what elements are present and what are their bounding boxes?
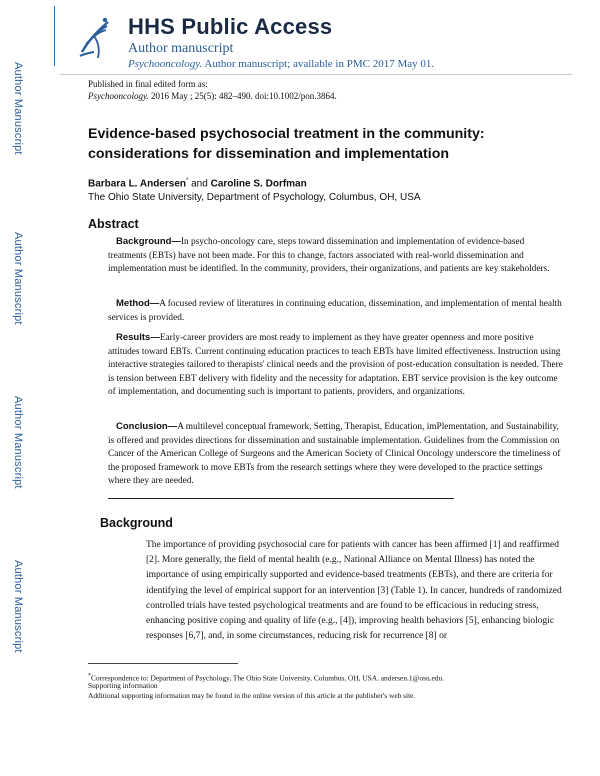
supporting-info-text: Additional supporting information may be found in the online version of this article at the publisher's web site. <box>88 691 416 700</box>
availability-line <box>128 58 434 70</box>
footnote-mark: * <box>88 673 91 679</box>
availability-text: Author manuscript; available in PMC 2017 May 01. <box>202 58 435 70</box>
background-heading: Background <box>100 516 173 530</box>
citation-details: 2016 May ; 25(5): 482–490. doi:10.1002/pon.3864. <box>148 91 337 101</box>
side-label-author-manuscript: Author Manuscript <box>12 232 24 325</box>
published-label: Published in final edited form as: <box>88 79 208 89</box>
hhs-public-access-title: HHS Public Access <box>128 14 333 39</box>
side-label-author-manuscript: Author Manuscript <box>12 560 24 653</box>
abstract-end-rule <box>108 498 454 499</box>
header-rule <box>60 74 572 75</box>
header-divider-line <box>54 6 55 66</box>
side-label-author-manuscript: Author Manuscript <box>12 396 24 489</box>
abstract-background <box>108 235 564 277</box>
abstract-heading: Abstract <box>88 217 139 231</box>
author-name: Barbara L. Andersen <box>88 178 186 190</box>
abstract-lead-conclusion: Conclusion— <box>116 421 178 432</box>
author-list <box>88 178 307 189</box>
side-strip <box>0 0 52 776</box>
citation-journal: Psychooncology. <box>88 91 149 101</box>
side-label-author-manuscript: Author Manuscript <box>12 62 24 155</box>
background-paragraph: The importance of providing psychosocial care for patients with cancer has been affirmed [1] and reaffirmed [2]. More generally, the field of mental health (e.g., National Alliance on Mental Illness) has noted the importance of using empirically supported and evidence-based treatments (EBTs), and there are criteria for identifying the level of empirical support for an intervention [3] (Table 1). In cancer, hundreds of randomized controlled trials have tested psychological treatments and are found to be efficacious in reducing stress, enhancing positive coping and quality of life (e.g., [4]), improving health behaviors [5], enhancing biologic responses [6,7], and, in some circumstances, reducing risk for recurrence [8] or <box>146 540 562 642</box>
abstract-method-text: A focused review of literatures in continuing education, dissemination, and implementation of mental health services is provided. <box>108 299 562 323</box>
abstract-lead-background: Background— <box>116 236 181 247</box>
abstract-method <box>108 297 564 325</box>
correspondence-mark: * <box>186 178 189 184</box>
affiliation: The Ohio State University, Department of Psychology, Columbus, OH, USA <box>88 192 421 203</box>
abstract-results-text: Early-career providers are most ready to implement as they have greater openness and more positive attitudes toward EBTs. Current continuing education practices to teach EBTs have limited effectiveness. Instruction using interactive strategies tailored to therapists' clinical needs and the provision of post-education consultation is needed. There is tension between EBT delivery with fidelity and the necessity for adaptation. EBT service provision is the key outcome of implementation, and documenting such is important to patients, providers, and organizations. <box>108 333 563 398</box>
article-title: Evidence-based psychosocial treatment in the community: considerations for dissemination and implementation <box>88 126 485 162</box>
abstract-lead-method: Method— <box>116 298 160 309</box>
journal-name: Psychooncology. <box>128 58 203 70</box>
correspondence-text: Correspondence to: Department of Psychology, The Ohio State University, Columbus, OH, USA. andersen.1@osu.edu. <box>91 673 445 683</box>
abstract-conclusion-text: A multilevel conceptual framework, Setting, Therapist, Education, imPlementation, and Sustainability, is offered and provides directions for dissemination and sustainable implementation. Guidelines from the Commission on Cancer of the American College of Surgeons and the American Society of Clinical Oncology underscore the timeliness of the proposed framework to move EBTs from the research settings where they were developed to the practice settings where they are needed. <box>108 422 561 487</box>
abstract-results <box>108 331 564 400</box>
author-conjunction: and <box>188 178 211 190</box>
citation-line <box>88 91 337 101</box>
author-name: Caroline S. Dorfman <box>210 178 307 190</box>
author-manuscript-subtitle: Author manuscript <box>128 41 234 56</box>
hhs-eagle-logo-icon <box>74 12 114 64</box>
abstract-lead-results: Results— <box>116 332 160 343</box>
abstract-background-text: In psycho-oncology care, steps toward dissemination and implementation of evidence-based treatments (EBTs) have not been made. For this to change, factors associated with real-world dissemination and implementation must be identified. In the community, providers, their organizations, and patients are key stakeholders. <box>108 237 550 275</box>
supporting-info-heading: Supporting information <box>88 681 158 690</box>
abstract-conclusion <box>108 420 564 489</box>
footnote-rule <box>88 663 238 664</box>
